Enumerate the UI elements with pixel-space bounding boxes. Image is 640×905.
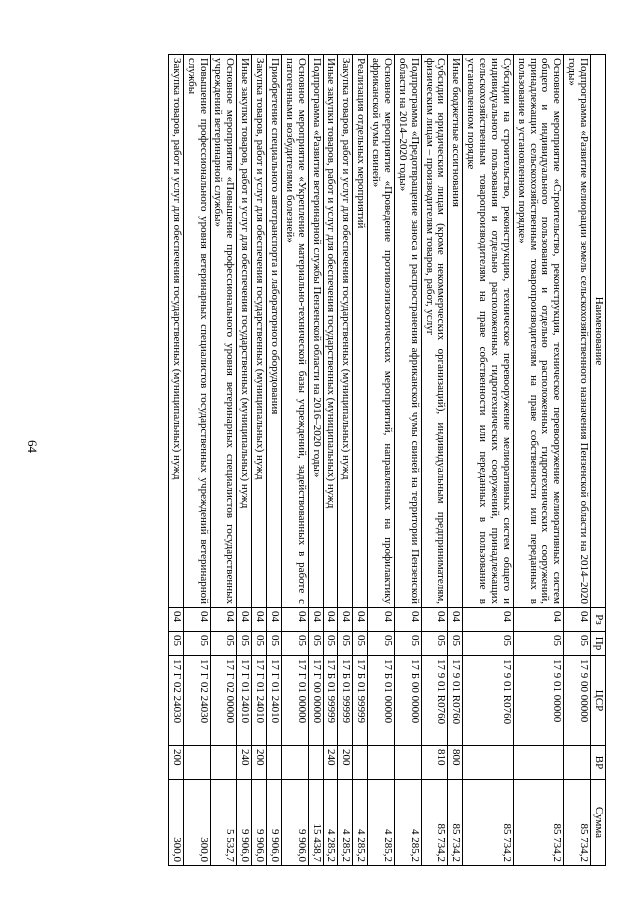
row-pr-cell: 05: [252, 632, 267, 656]
table-row: [338, 55, 353, 866]
row-name-cell: Закупка товаров, работ и услуг для обеспечения государственных (муниципальных) нужд: [338, 55, 353, 608]
row-rz-cell: 04: [169, 608, 184, 632]
row-pr-cell: 05: [323, 632, 338, 656]
row-name-cell: Реализация отдельных мероприятий: [353, 55, 368, 608]
row-csr-cell: 17 Б 01 99999: [353, 656, 368, 746]
header-rz: Рз: [591, 608, 606, 632]
row-name-cell: Подпрограмма «Развитие ветеринарной службы Пензенской области на 2016–2020 годы»: [308, 55, 323, 608]
table-row: [308, 55, 323, 866]
header-vr: ВР: [591, 746, 606, 780]
table-row: [169, 55, 184, 866]
row-name-cell: Субсидии на строительство, реконструкцию, техническое перевооружение мелиоративных систем общего и индивидуального пользования и отдельно расположенных гидротехнических сооружений, принадлежащих сельскохозяйственным товаропроизводителям на праве собственности или переданных в пользование в установленном порядке: [463, 55, 514, 608]
table-row: [463, 55, 514, 866]
row-vr-cell: [282, 746, 309, 780]
row-name-cell: Закупка товаров, работ и услуг для обеспечения государственных (муниципальных) нужд: [169, 55, 184, 608]
row-sum-cell: 85 734,2: [421, 780, 448, 866]
row-name-cell: Основное мероприятие «Проведение противоэпизоотических мероприятий, направленных на профилактику африканской чумы свиней»: [368, 55, 395, 608]
row-rz-cell: 04: [448, 608, 463, 632]
row-vr-cell: 200: [169, 746, 184, 780]
row-sum-cell: 9 906,0: [237, 780, 252, 866]
row-sum-cell: 300,0: [183, 780, 210, 866]
table-row: [267, 55, 282, 866]
row-vr-cell: [267, 746, 282, 780]
row-rz-cell: 04: [564, 608, 591, 632]
row-name-cell: Субсидии юридическим лицам (кроме некоммерческих организаций), индивидуальным предпринимателям, физическим лицам – производителям товаров, работ, услуг: [421, 55, 448, 608]
row-sum-cell: 5 532,7: [210, 780, 237, 866]
row-rz-cell: 04: [252, 608, 267, 632]
row-pr-cell: 05: [169, 632, 184, 656]
header-csr: ЦСР: [591, 656, 606, 746]
row-vr-cell: [368, 746, 395, 780]
table-row: [421, 55, 448, 866]
table-row: [282, 55, 309, 866]
row-sum-cell: 300,0: [169, 780, 184, 866]
table-row: [513, 55, 564, 866]
budget-table: [168, 54, 606, 866]
row-csr-cell: 17 Г 01 24010: [267, 656, 282, 746]
row-csr-cell: 17 Г 02 00000: [210, 656, 237, 746]
row-vr-cell: 240: [237, 746, 252, 780]
row-csr-cell: 17 Г 01 00000: [282, 656, 309, 746]
row-pr-cell: 05: [395, 632, 422, 656]
row-csr-cell: 17 9 01 R0760: [421, 656, 448, 746]
row-csr-cell: 17 Б 01 99999: [323, 656, 338, 746]
row-vr-cell: [210, 746, 237, 780]
row-sum-cell: 4 285,2: [338, 780, 353, 866]
row-pr-cell: 05: [564, 632, 591, 656]
row-csr-cell: 17 Б 00 00000: [395, 656, 422, 746]
row-sum-cell: 85 734,2: [463, 780, 514, 866]
row-pr-cell: 05: [282, 632, 309, 656]
row-rz-cell: 04: [308, 608, 323, 632]
row-rz-cell: 04: [368, 608, 395, 632]
row-sum-cell: 85 734,2: [564, 780, 591, 866]
row-sum-cell: 9 906,0: [252, 780, 267, 866]
row-vr-cell: [308, 746, 323, 780]
row-pr-cell: 05: [338, 632, 353, 656]
row-sum-cell: 15 438,7: [308, 780, 323, 866]
row-vr-cell: [353, 746, 368, 780]
row-rz-cell: 04: [237, 608, 252, 632]
table-row: [210, 55, 237, 866]
row-csr-cell: 17 Г 01 24010: [237, 656, 252, 746]
table-row: [564, 55, 591, 866]
row-csr-cell: 17 Г 00 00000: [308, 656, 323, 746]
row-name-cell: Подпрограмма «Предотвращение заноса и распространения африканской чумы свиней на территории Пензенской области на 2014–2020 годы»: [395, 55, 422, 608]
page-number: 64: [25, 440, 40, 453]
table-row: [353, 55, 368, 866]
row-name-cell: Подпрограмма «Развитие мелиорации земель сельскохозяйственного назначения Пензенской области на 2014–2020 годы»: [564, 55, 591, 608]
row-rz-cell: 04: [183, 608, 210, 632]
table-row: [237, 55, 252, 866]
row-sum-cell: 4 285,2: [395, 780, 422, 866]
row-rz-cell: 04: [513, 608, 564, 632]
row-vr-cell: 800: [448, 746, 463, 780]
row-name-cell: Основное мероприятие «Строительство, реконструкция, техническое перевооружение мелиоративных систем общего и индивидуального пользования и отдельно расположенных гидротехнических сооружений, принадлежащих сельскохозяйственным товаропроизводителям на праве собственности или переданных в пользование в установленном порядке»: [513, 55, 564, 608]
row-sum-cell: 9 906,0: [267, 780, 282, 866]
row-csr-cell: 17 Б 01 99999: [338, 656, 353, 746]
row-name-cell: Основное мероприятие «Укрепление материально-технической базы учреждений, задействованных в работе с патогенными возбудителями болезней»: [282, 55, 309, 608]
row-csr-cell: 17 Г 02 24030: [183, 656, 210, 746]
row-pr-cell: 05: [513, 632, 564, 656]
row-vr-cell: [183, 746, 210, 780]
row-vr-cell: 810: [421, 746, 448, 780]
header-name: Наименование: [591, 55, 606, 608]
row-rz-cell: 04: [267, 608, 282, 632]
row-pr-cell: 05: [368, 632, 395, 656]
row-sum-cell: 85 734,2: [513, 780, 564, 866]
row-pr-cell: 05: [210, 632, 237, 656]
row-sum-cell: 4 285,2: [323, 780, 338, 866]
row-name-cell: Основное мероприятие «Повышение профессионального уровня ветеринарных специалистов государственных учреждений ветеринарной службы»: [210, 55, 237, 608]
row-pr-cell: 05: [448, 632, 463, 656]
table-body: [169, 55, 591, 866]
row-pr-cell: 05: [308, 632, 323, 656]
row-pr-cell: 05: [421, 632, 448, 656]
row-rz-cell: 04: [282, 608, 309, 632]
row-pr-cell: 05: [237, 632, 252, 656]
row-rz-cell: 04: [353, 608, 368, 632]
row-sum-cell: 4 285,2: [368, 780, 395, 866]
row-vr-cell: [513, 746, 564, 780]
header-pr: Пр: [591, 632, 606, 656]
row-rz-cell: 04: [463, 608, 514, 632]
row-rz-cell: 04: [395, 608, 422, 632]
row-vr-cell: [564, 746, 591, 780]
row-csr-cell: 17 9 01 R0760: [448, 656, 463, 746]
row-pr-cell: 05: [463, 632, 514, 656]
row-vr-cell: [395, 746, 422, 780]
table-row: [252, 55, 267, 866]
row-csr-cell: 17 Б 01 00000: [368, 656, 395, 746]
budget-table-container: [168, 54, 606, 865]
row-pr-cell: 05: [183, 632, 210, 656]
row-vr-cell: 240: [323, 746, 338, 780]
table-row: [323, 55, 338, 866]
row-rz-cell: 04: [323, 608, 338, 632]
row-rz-cell: 04: [421, 608, 448, 632]
table-row: [183, 55, 210, 866]
header-sum: Сумма: [591, 780, 606, 866]
row-vr-cell: 200: [338, 746, 353, 780]
row-rz-cell: 04: [338, 608, 353, 632]
row-csr-cell: 17 9 01 R0760: [463, 656, 514, 746]
row-csr-cell: 17 Г 02 24030: [169, 656, 184, 746]
row-rz-cell: 04: [210, 608, 237, 632]
row-name-cell: Иные закупки товаров, работ и услуг для обеспечения государственных (муниципальных) нужд: [237, 55, 252, 608]
table-row: [395, 55, 422, 866]
row-name-cell: Закупка товаров, работ и услуг для обеспечения государственных (муниципальных) нужд: [252, 55, 267, 608]
row-csr-cell: 17 9 00 00000: [564, 656, 591, 746]
row-csr-cell: 17 Г 01 24010: [252, 656, 267, 746]
row-name-cell: Иные бюджетные ассигнования: [448, 55, 463, 608]
row-pr-cell: 05: [267, 632, 282, 656]
row-name-cell: Повышение профессионального уровня ветеринарных специалистов государственных учреждений ветеринарной службы: [183, 55, 210, 608]
row-csr-cell: 17 9 01 00000: [513, 656, 564, 746]
row-sum-cell: 4 285,2: [353, 780, 368, 866]
row-sum-cell: 85 734,2: [448, 780, 463, 866]
row-vr-cell: 200: [252, 746, 267, 780]
row-name-cell: Иные закупки товаров, работ и услуг для обеспечения государственных (муниципальных) нужд: [323, 55, 338, 608]
table-header-row: [591, 55, 606, 866]
table-row: [448, 55, 463, 866]
row-name-cell: Приобретение специального автотранспорта и лабораторного оборудования: [267, 55, 282, 608]
row-sum-cell: 9 906,0: [282, 780, 309, 866]
row-pr-cell: 05: [353, 632, 368, 656]
row-vr-cell: [463, 746, 514, 780]
table-row: [368, 55, 395, 866]
